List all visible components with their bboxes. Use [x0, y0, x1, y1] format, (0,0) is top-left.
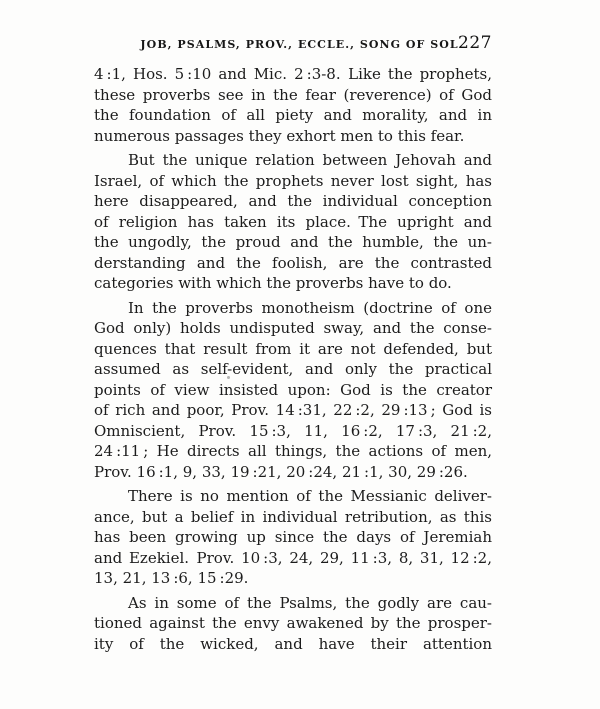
- text-line: of rich and poor, Prov. 14 :31, 22 :2, 29 :13 ; God is: [94, 401, 492, 419]
- text-line: Prov. 16 :1, 9, 33, 19 :21, 20 :24, 21 :1, 30, 29 :26.: [94, 462, 468, 481]
- text-block: [94, 33, 492, 654]
- text-line: But the unique relation between Jehovah and: [128, 151, 492, 169]
- text-line: As in some of the Psalms, the godly are cau-: [128, 593, 492, 612]
- text-line: 4 :1, Hos. 5 :10 and Mic. 2 :3-8. Like the prophets,: [94, 65, 492, 83]
- text-line: ance, but a belief in individual retribution, as this: [94, 507, 492, 526]
- text-line: points of view insisted upon: God is the creator: [94, 380, 492, 399]
- text-line: and Ezekiel. Prov. 10 :3, 24, 29, 11 :3, 8, 31, 12 :2,: [94, 548, 492, 567]
- page-body: [94, 64, 492, 654]
- text-line: here disappeared, and the individual conception: [94, 192, 492, 210]
- text-line: quences that result from it are not defended, but: [94, 339, 492, 358]
- text-line: these proverbs see in the fear (reverence) of God: [94, 85, 492, 104]
- text-line: the ungodly, the proud and the humble, the un-: [94, 233, 492, 251]
- text-line: the foundation of all piety and morality, and in: [94, 106, 492, 124]
- paragraph: [94, 593, 492, 655]
- text-line: In the proverbs monotheism (doctrine of one: [128, 298, 492, 317]
- paragraph: [94, 486, 492, 589]
- text-line: has been growing up since the days of Jeremiah: [94, 528, 492, 546]
- text-line: God only) holds undisputed sway, and the conse-: [94, 319, 492, 337]
- text-line: ity of the wicked, and have their attention: [94, 634, 492, 653]
- text-line: assumed as self-evident, and only the practical: [94, 360, 492, 378]
- paragraph: [94, 298, 492, 483]
- text-line: 13, 21, 13 :6, 15 :29.: [94, 569, 249, 587]
- text-line: tioned against the envy awakened by the prosper-: [94, 614, 492, 632]
- text-line: derstanding and the foolish, are the contrasted: [94, 253, 492, 272]
- paragraph: [94, 64, 492, 146]
- running-head-title: JOB, PSALMS, PROV., ECCLE., SONG OF SOL.: [140, 38, 464, 51]
- running-head: [94, 33, 492, 53]
- paragraph: [94, 150, 492, 294]
- text-line: categories with which the proverbs have to do.: [94, 274, 452, 292]
- text-line: Omniscient, Prov. 15 :3, 11, 16 :2, 17 :3, 21 :2,: [94, 421, 492, 440]
- text-line: 24 :11 ; He directs all things, the actions of men,: [94, 442, 492, 460]
- text-line: There is no mention of the Messianic deliver-: [128, 487, 492, 505]
- text-line: of religion has taken its place. The upright and: [94, 212, 492, 231]
- page-number: 227: [458, 33, 492, 53]
- text-line: Israel, of which the prophets never lost sight, has: [94, 171, 492, 190]
- text-line: numerous passages they exhort men to this fear.: [94, 126, 465, 145]
